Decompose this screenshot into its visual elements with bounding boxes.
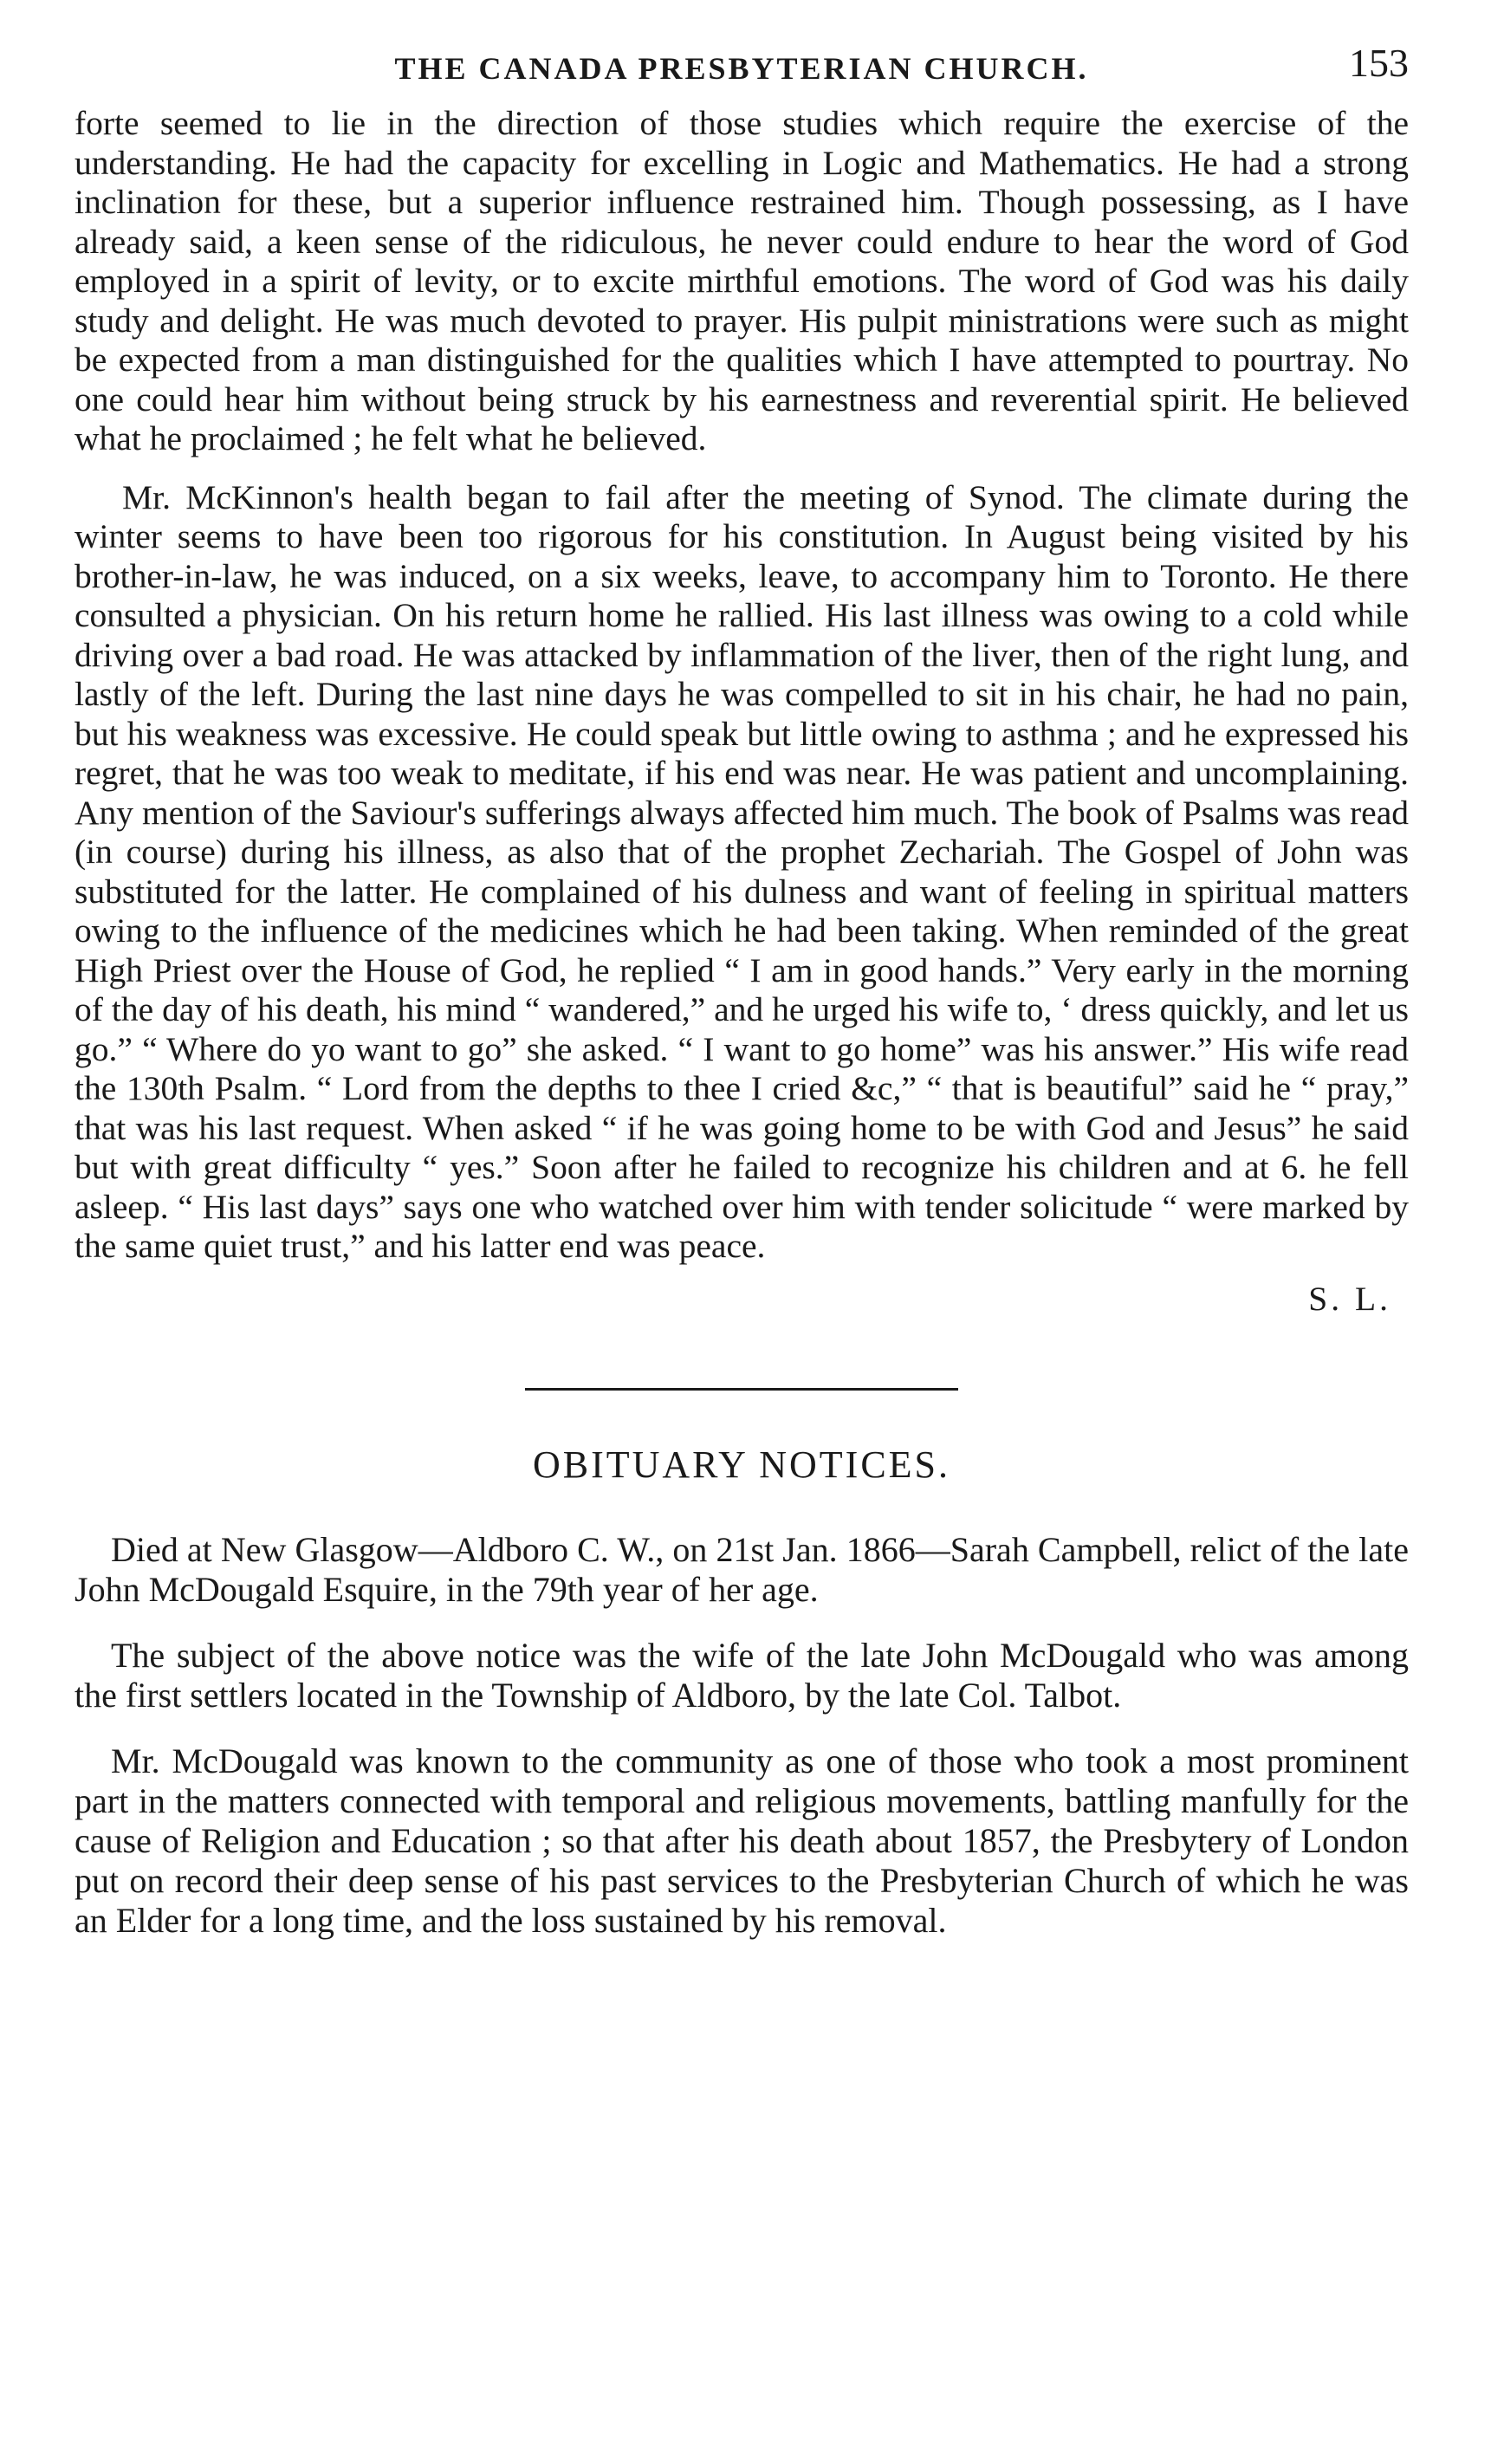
obituary-paragraph-1: Died at New Glasgow—Aldboro C. W., on 21st Jan. 1866—Sarah Campbell, relict of the late John McDougald Esquire, in the 79th year of her age. <box>75 1529 1409 1609</box>
document-page <box>75 35 1409 1941</box>
page-number: 153 <box>1349 41 1409 85</box>
running-header <box>75 35 1409 104</box>
memoir-paragraph-2: Mr. McKinnon's health began to fail after the meeting of Synod. The climate during the winter seems to have been too rigorous for his constitution. In August being visited by his brother-in-law, he was induced, on a six weeks, leave, to accompany him to Toronto. He there consulted a physician. On his return home he rallied. His last illness was owing to a cold while driving over a bad road. He was attacked by inflammation of the liver, then of the right lung, and lastly of the left. During the last nine days he was compelled to sit in his chair, he had no pain, but his weakness was excessive. He could speak but little owing to asthma ; and he expressed his regret, that he was too weak to meditate, if his end was near. He was patient and uncomplaining. Any mention of the Saviour's sufferings always affected him much. The book of Psalms was read (in course) during his illness, as also that of the prophet Zechariah. The Gospel of John was substituted for the latter. He complained of his dulness and want of feeling in spiritual matters owing to the influence of the medicines which he had been taking. When reminded of the great High Priest over the House of God, he replied “ I am in good hands.” Very early in the morning of the day of his death, his mind “ wandered,” and he urged his wife to, ‘ dress quickly, and let us go.” “ Where do yo want to go” she asked. “ I want to go home” was his answer.” His wife read the 130th Psalm. “ Lord from the depths to thee I cried &c,” “ that is beautiful” said he “ pray,” that was his last request. When asked “ if he was going home to be with God and Jesus” he said but with great difficulty “ yes.” Soon after he failed to recognize his children and at 6. he fell asleep. “ His last days” says one who watched over him with tender solicitude “ were marked by the same quiet trust,” and his latter end was peace. <box>75 477 1409 1265</box>
section-heading: OBITUARY NOTICES. <box>532 1443 951 1486</box>
obituary-section <box>75 1443 1409 1941</box>
obituary-paragraph-3: Mr. McDougald was known to the community as one of those who took a most prominent part in the matters connected with temporal and religious movements, battling manfully for the cause of Religion and Education ; so that after his death about 1857, the Presbytery of London put on record their deep sense of his past services to the Presbyterian Church of which he was an Elder for a long time, and the loss sustained by his removal. <box>75 1741 1409 1940</box>
section-divider <box>525 1388 958 1391</box>
running-title: THE CANADA PRESBYTERIAN CHURCH. <box>394 51 1089 86</box>
author-signature: S. L. <box>1308 1279 1391 1318</box>
memoir-section <box>75 104 1409 1319</box>
obituary-paragraph-2: The subject of the above notice was the wife of the late John McDougald who was among the first settlers located in the Township of Aldboro, by the late Col. Talbot. <box>75 1635 1409 1715</box>
memoir-paragraph-1: forte seemed to lie in the direction of those studies which require the exercise of the understanding. He had the capacity for excelling in Logic and Mathematics. He had a strong inclination for these, but a superior influence restrained him. Though possessing, as I have already said, a keen sense of the ridiculous, he never could endure to hear the word of God employed in a spirit of levity, or to excite mirthful emotions. The word of God was his daily study and delight. He was much devoted to prayer. His pulpit ministrations were such as might be expected from a man distinguished for the qualities which I have attempted to pourtray. No one could hear him without being struck by his earnestness and reverential spirit. He believed what he proclaimed ; he felt what he believed. <box>75 104 1409 457</box>
